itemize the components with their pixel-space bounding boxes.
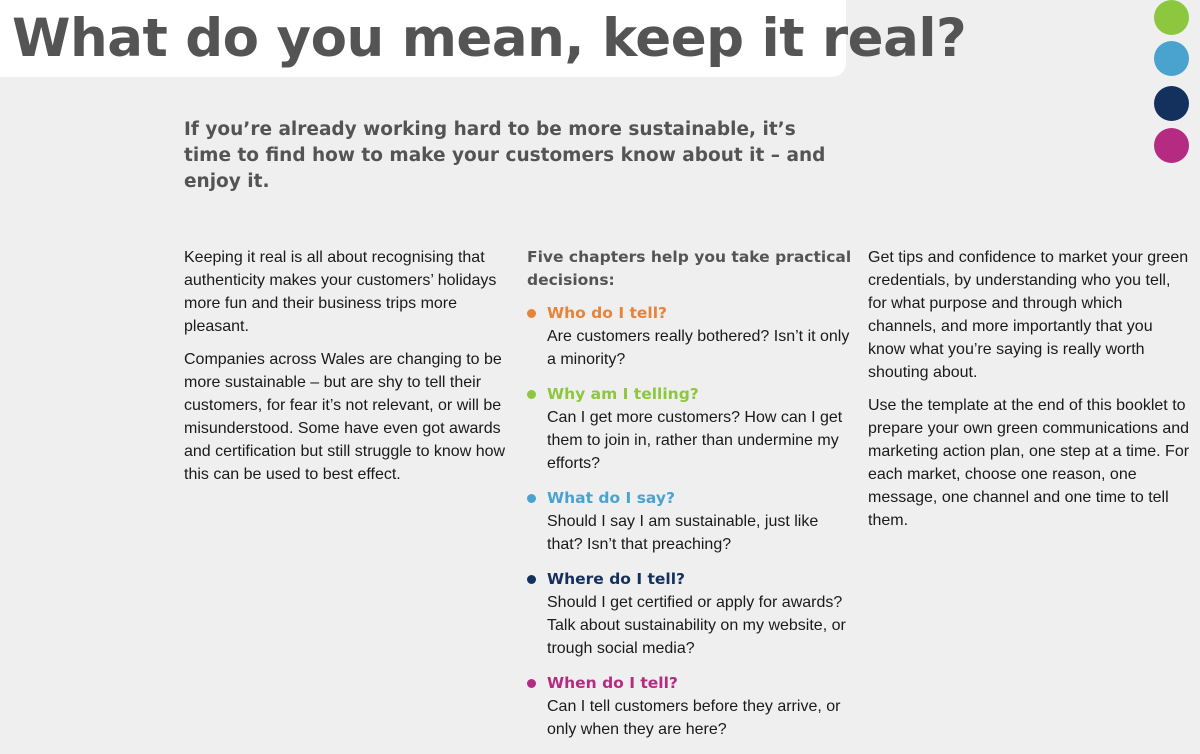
magenta-dot-icon <box>1154 128 1189 163</box>
chapter-heading: Who do I tell? <box>547 304 668 322</box>
chapter-item <box>527 383 857 475</box>
chapter-description: Should I say I am sustainable, just like that? Isn’t that preaching? <box>547 513 819 553</box>
green-dot-icon <box>1154 0 1189 35</box>
bullet-icon <box>527 309 536 318</box>
chapter-item <box>527 568 857 660</box>
blue-dot-icon <box>1154 41 1189 76</box>
chapters-intro: Five chapters help you take practical decisions: <box>527 248 852 289</box>
bullet-icon <box>527 390 536 399</box>
bullet-icon <box>527 494 536 503</box>
chapter-heading-row <box>527 487 857 510</box>
paragraph: Keeping it real is all about recognising that authenticity makes your customers’ holidays more fun and their business trips more pleasant. <box>184 249 497 335</box>
chapter-heading: Where do I tell? <box>547 570 686 588</box>
bullet-icon <box>527 575 536 584</box>
navy-dot-icon <box>1154 86 1189 121</box>
chapter-description: Can I get more customers? How can I get them to join in, rather than undermine my efforts? <box>547 409 843 472</box>
bullet-icon <box>527 679 536 688</box>
chapter-heading-row <box>527 383 857 406</box>
chapter-heading-row <box>527 302 857 325</box>
chapter-description: Are customers really bothered? Isn’t it only a minority? <box>547 328 850 368</box>
chapter-item <box>527 672 857 741</box>
column-right <box>868 246 1190 542</box>
paragraph: Use the template at the end of this booklet to prepare your own green communications and marketing action plan, one step at a time. For each market, choose one reason, one message, one channel and one time to tell them. <box>868 397 1190 529</box>
paragraph: Companies across Wales are changing to be more sustainable – but are shy to tell their customers, for fear it’s not relevant, or will be misunderstood. Some have even got awards and certification but still struggle to know how this can be used to best effect. <box>184 351 506 483</box>
intro-text: If you’re already working hard to be more sustainable, it’s time to find how to make your customers know about it – and enjoy it. <box>184 119 826 192</box>
chapter-heading-row <box>527 568 857 591</box>
chapter-item <box>527 487 857 556</box>
page-title: What do you mean, keep it real? <box>12 8 967 69</box>
chapter-description: Should I get certified or apply for awards? Talk about sustainability on my website, or trough social media? <box>547 594 846 657</box>
chapter-heading: What do I say? <box>547 489 676 507</box>
chapter-item <box>527 302 857 371</box>
chapter-heading: Why am I telling? <box>547 385 699 403</box>
column-chapters <box>527 246 857 753</box>
column-left <box>184 246 506 496</box>
chapter-heading-row <box>527 672 857 695</box>
chapter-heading: When do I tell? <box>547 674 678 692</box>
paragraph: Get tips and confidence to market your green credentials, by understanding who you tell, for what purpose and through which channels, and more importantly that you know what you’re saying is really worth shouting about. <box>868 249 1189 381</box>
title-bar <box>0 0 967 77</box>
chapter-description: Can I tell customers before they arrive, or only when they are here? <box>547 698 841 738</box>
